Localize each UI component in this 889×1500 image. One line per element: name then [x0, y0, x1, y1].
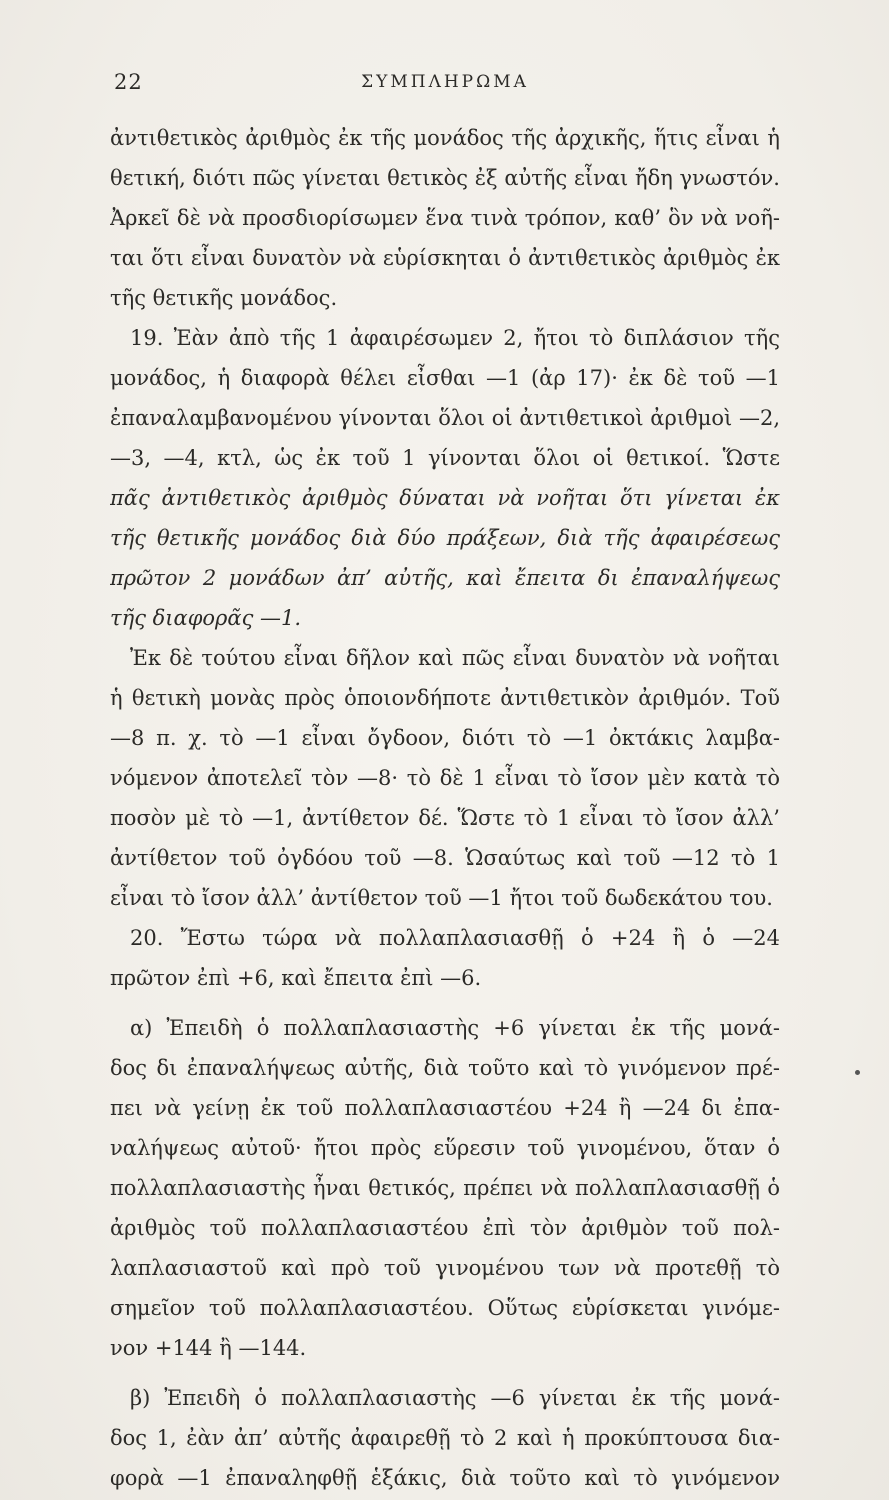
text-line: Ἐκ δὲ τούτου εἶναι δῆλον καὶ πῶς εἶναι δυνατὸν νὰ νοῆται — [130, 646, 780, 670]
text-line: α) Ἐπειδὴ ὁ πολλαπλασιαστὴς +6 γίνεται ἐκ τῆς μονά- — [130, 1016, 780, 1040]
text-line: δος 1, ἐὰν ἀπ’ αὐτῆς ἀφαιρεθῇ τὸ 2 καὶ ἡ προκύπτουσα δια- — [110, 1426, 780, 1450]
page-header — [114, 70, 776, 100]
text-line: —8 π. χ. τὸ —1 εἶναι ὄγδοον, διότι τὸ —1 ὀκτάκις λαμβα- — [110, 726, 780, 750]
text-line: τῆς θετικῆς μονάδος διὰ δύο πράξεων, διὰ τῆς ἀφαιρέσεως — [110, 526, 780, 550]
text-line: ἡ θετικὴ μονὰς πρὸς ὁποιονδήποτε ἀντιθετικὸν ἀριθμόν. Τοῦ — [110, 686, 780, 710]
text-line: δος δι ἐπαναλήψεως αὐτῆς, διὰ τοῦτο καὶ τὸ γινόμενον πρέ- — [110, 1056, 780, 1080]
text-line: φορὰ —1 ἐπαναληφθῇ ἑξάκις, διὰ τοῦτο καὶ τὸ γινόμενον — [110, 1466, 780, 1490]
text-line: ἐπαναλαμβανομένου γίνονται ὅλοι οἱ ἀντιθετικοὶ ἀριθμοὶ —2, — [110, 406, 780, 430]
text-line: πρῶτον 2 μονάδων ἀπ’ αὐτῆς, καὶ ἔπειτα δι ἐπαναλήψεως — [110, 566, 780, 590]
text-line: ἀριθμὸς τοῦ πολλαπλασιαστέου ἐπὶ τὸν ἀριθμὸν τοῦ πολ- — [110, 1216, 780, 1240]
text-line: 20. Ἔστω τώρα νὰ πολλαπλασιασθῇ ὁ +24 ἢ ὁ —24 — [130, 926, 780, 950]
running-title: ΣΥΜΠΛΗΡΩΜΑ — [361, 72, 529, 92]
text-line: εἶναι τὸ ἴσον ἀλλ’ ἀντίθετον τοῦ —1 ἤτοι τοῦ δωδεκάτου του. — [110, 886, 773, 910]
text-line: Ἀρκεῖ δὲ νὰ προσδιορίσωμεν ἕνα τινὰ τρόπον, καθ’ ὃν νὰ νοῆ- — [110, 206, 780, 230]
text-line: σημεῖον τοῦ πολλαπλασιαστέου. Οὕτως εὑρίσκεται γινόμε- — [110, 1296, 780, 1320]
text-line: πολλαπλασιαστὴς ἦναι θετικός, πρέπει νὰ πολλαπλασιασθῇ ὁ — [110, 1176, 780, 1200]
text-line: νόμενον ἀποτελεῖ τὸν —8· τὸ δὲ 1 εἶναι τὸ ἴσον μὲν κατὰ τὸ — [110, 766, 780, 790]
text-line: ἀντιθετικὸς ἀριθμὸς ἐκ τῆς μονάδος τῆς ἀρχικῆς, ἥτις εἶναι ἡ — [110, 126, 780, 150]
text-line: ται ὅτι εἶναι δυνατὸν νὰ εὑρίσκηται ὁ ἀντιθετικὸς ἀριθμὸς ἐκ — [110, 246, 780, 270]
text-line: νον +144 ἢ —144. — [110, 1336, 307, 1360]
text-line: τῆς διαφορᾶς —1. — [110, 606, 302, 630]
text-line: ποσὸν μὲ τὸ —1, ἀντίθετον δέ. Ὥστε τὸ 1 εἶναι τὸ ἴσον ἀλλ’ — [110, 806, 780, 830]
text-line: πει νὰ γείνῃ ἐκ τοῦ πολλαπλασιαστέου +24 ἢ —24 δι ἐπα- — [110, 1096, 780, 1120]
body-text — [110, 118, 780, 1498]
text-line: πᾶς ἀντιθετικὸς ἀριθμὸς δύναται νὰ νοῆται ὅτι γίνεται ἐκ — [110, 486, 780, 510]
text-line: ἀντίθετον τοῦ ὀγδόου τοῦ —8. Ὡσαύτως καὶ τοῦ —12 τὸ 1 — [110, 846, 780, 870]
text-line: β) Ἐπειδὴ ὁ πολλαπλασιαστὴς —6 γίνεται ἐκ τῆς μονά- — [130, 1386, 780, 1410]
ink-speck — [855, 1070, 860, 1075]
text-line: μονάδος, ἡ διαφορὰ θέλει εἶσθαι —1 (ἀρ 17)· ἐκ δὲ τοῦ —1 — [110, 366, 780, 390]
text-line: λαπλασιαστοῦ καὶ πρὸ τοῦ γινομένου των νὰ προτεθῇ τὸ — [110, 1256, 780, 1280]
text-line: πρῶτον ἐπὶ +6, καὶ ἔπειτα ἐπὶ —6. — [110, 966, 482, 990]
page-number: 22 — [114, 70, 143, 94]
text-line: θετική, διότι πῶς γίνεται θετικὸς ἐξ αὐτῆς εἶναι ἤδη γνωστόν. — [110, 166, 780, 190]
text-line: τῆς θετικῆς μονάδος. — [110, 286, 338, 310]
text-line: ναλήψεως αὐτοῦ· ἤτοι πρὸς εὕρεσιν τοῦ γινομένου, ὅταν ὁ — [110, 1136, 780, 1160]
text-line: 19. Ἐὰν ἀπὸ τῆς 1 ἀφαιρέσωμεν 2, ἤτοι τὸ διπλάσιον τῆς — [130, 326, 780, 350]
text-line: —3, —4, κτλ, ὡς ἐκ τοῦ 1 γίνονται ὅλοι οἱ θετικοί. Ὥστε — [110, 446, 780, 470]
